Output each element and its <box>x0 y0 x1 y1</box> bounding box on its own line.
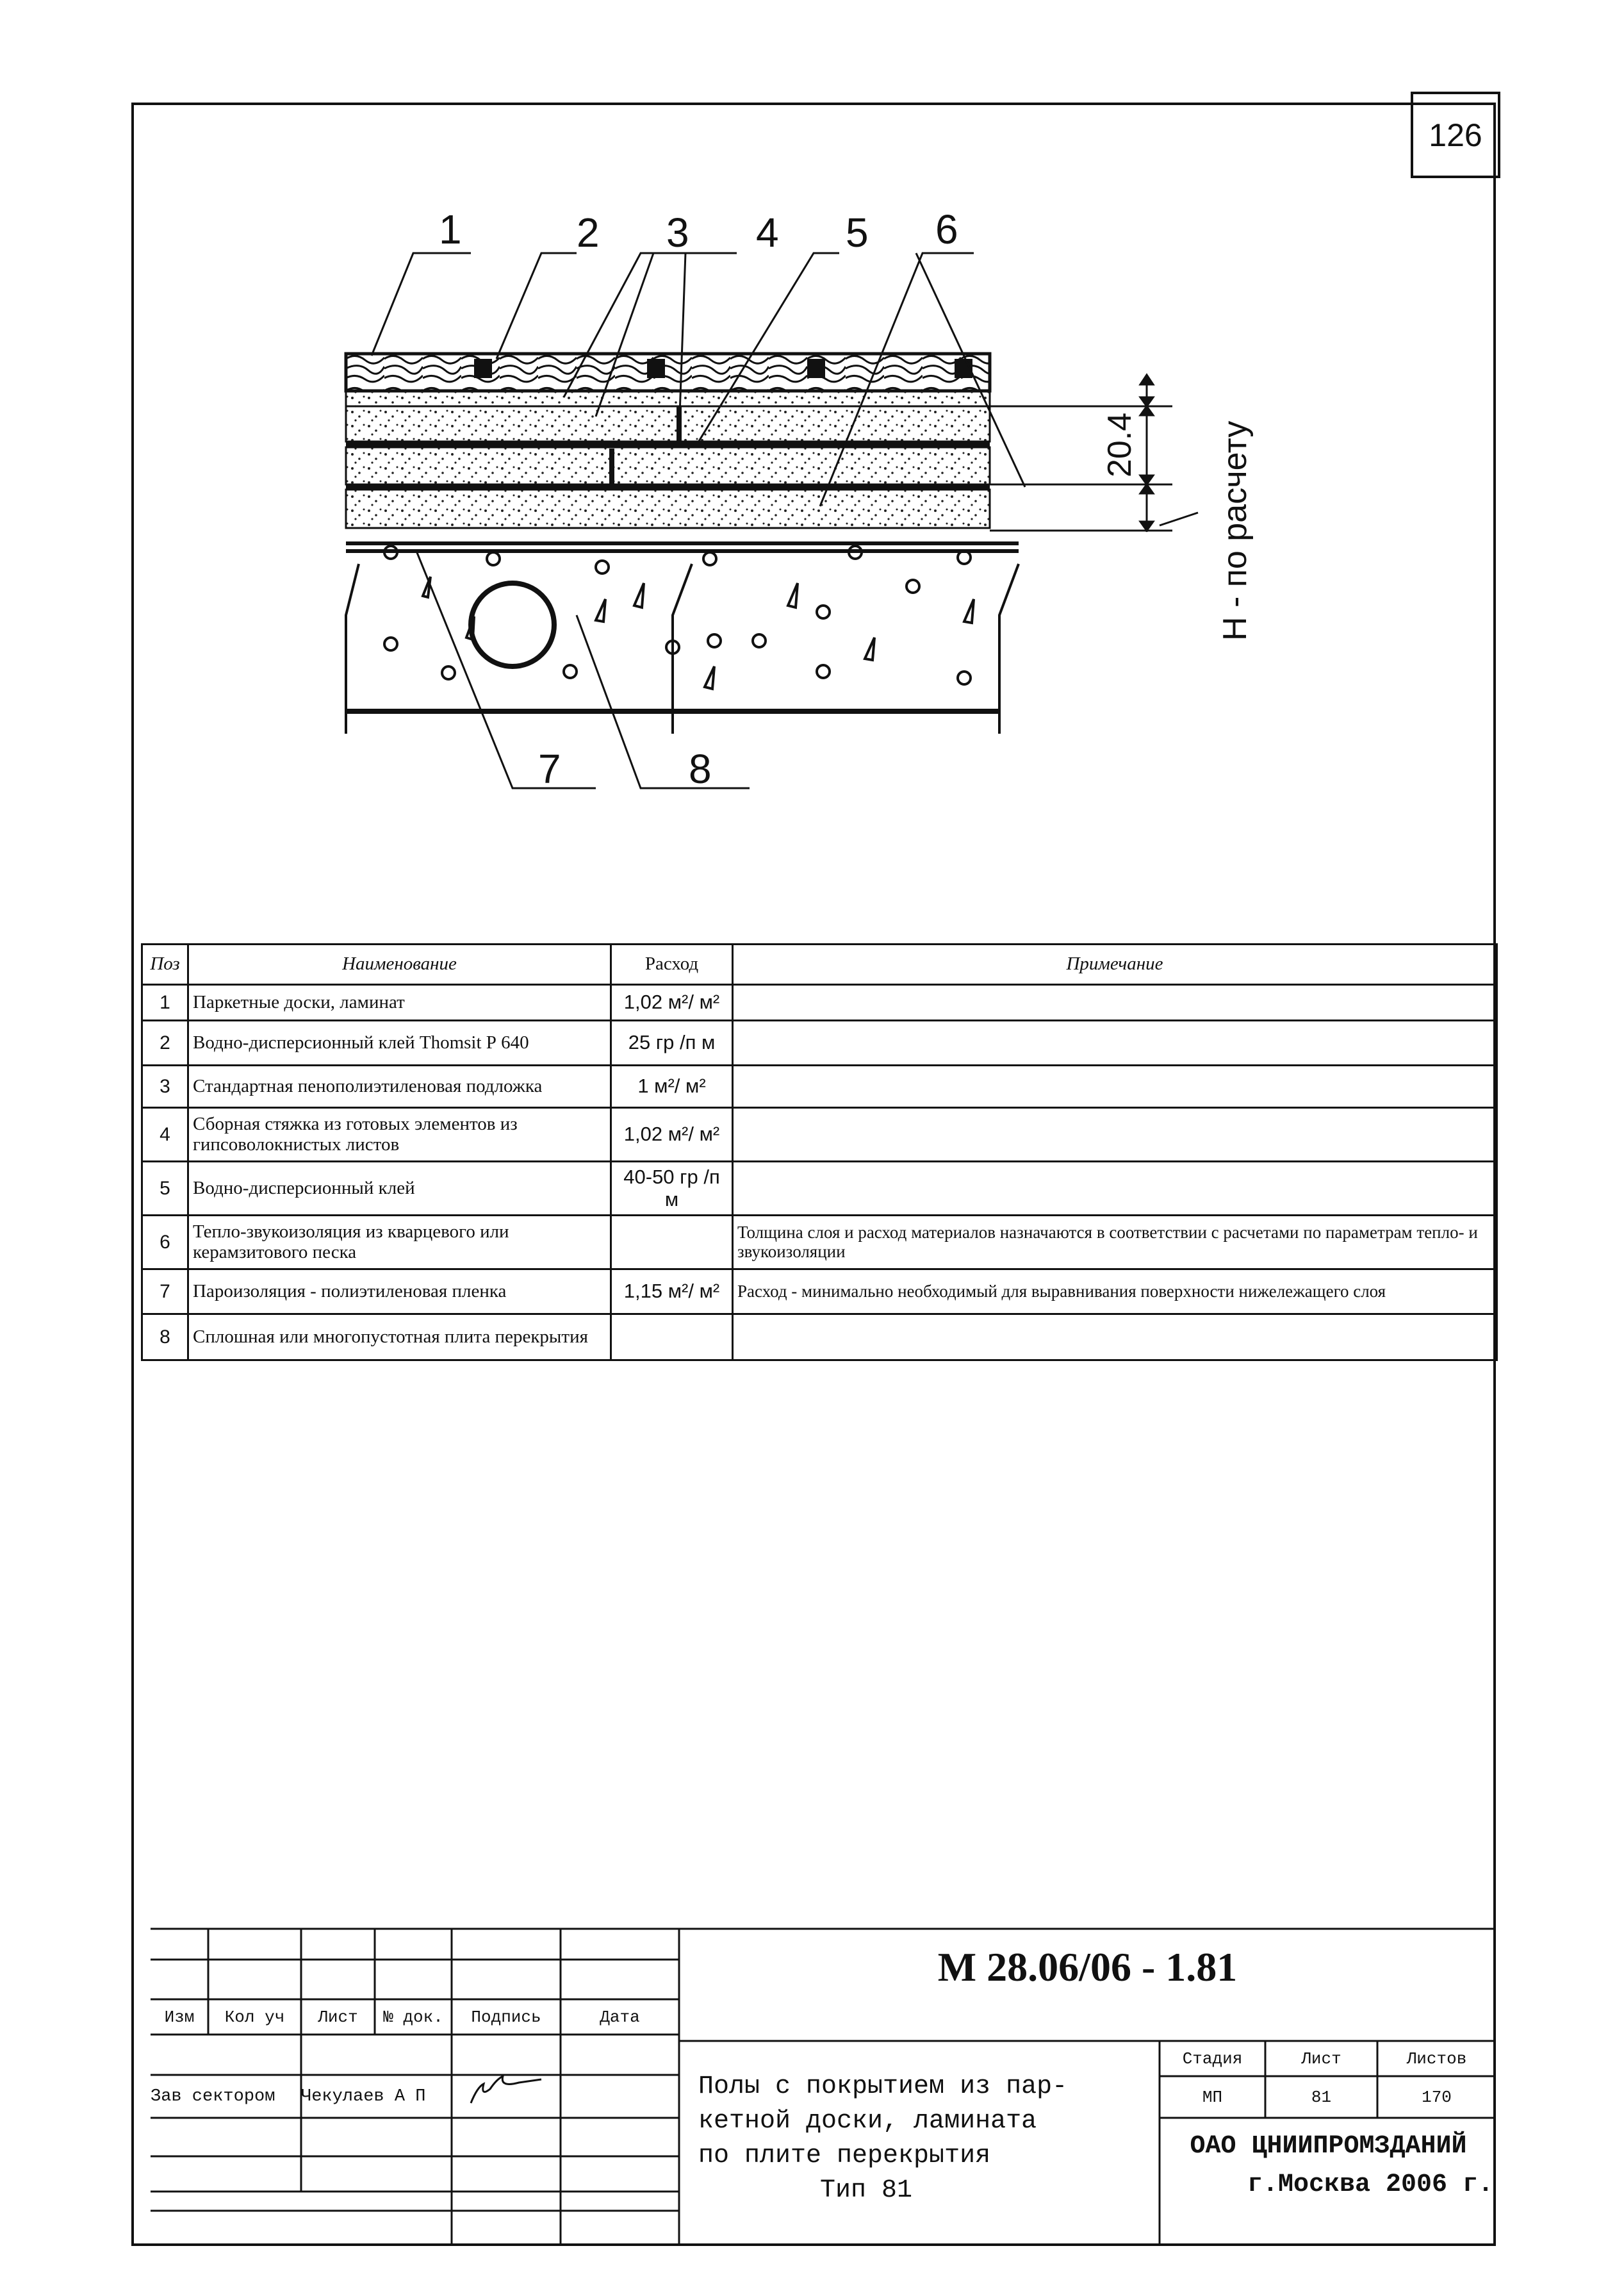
row-name: Тепло-звукоизоляция из кварцевого или керамзитового песка <box>188 1216 611 1269</box>
row-pos: 6 <box>142 1216 188 1269</box>
row-note: Толщина слоя и расход материалов назначаются в соответствии с расчетами по параметрам тепло- и звукоизоляции <box>733 1216 1497 1269</box>
title-line-2: кетной доски, ламината <box>698 2107 1037 2136</box>
row-name: Стандартная пенополиэтиленовая подложка <box>188 1066 611 1108</box>
org-city-year: г.Москва 2006 г. <box>1247 2170 1493 2199</box>
row-name: Пароизоляция - полиэтиленовая пленка <box>188 1269 611 1314</box>
row-pos: 7 <box>142 1269 188 1314</box>
sheets-label: Листов <box>1406 2049 1467 2068</box>
col-date: Дата <box>600 2007 640 2027</box>
row-name: Паркетные доски, ламинат <box>188 985 611 1021</box>
dimension-value: 20.4 <box>1101 412 1138 477</box>
thickness-note: Н - по расчету <box>1217 420 1254 641</box>
col-list: Лист <box>318 2007 358 2027</box>
col-signature: Подпись <box>471 2007 541 2027</box>
signature-mark <box>471 2076 541 2103</box>
sheet-label: Лист <box>1301 2049 1341 2068</box>
row-note: Расход - минимально необходимый для выравнивания поверхности нижележащего слоя <box>733 1269 1497 1314</box>
row-pos: 4 <box>142 1108 188 1162</box>
person-name: Чекулаев А П <box>301 2086 426 2106</box>
row-name: Сборная стяжка из готовых элементов из гипсоволокнистых листов <box>188 1108 611 1162</box>
document-code: М 28.06/06 - 1.81 <box>937 1944 1238 1990</box>
row-name: Сплошная или многопустотная плита перекрытия <box>188 1314 611 1360</box>
row-rate: 25 гр /п м <box>611 1021 733 1066</box>
pos-label-8: 8 <box>689 746 712 792</box>
sheet-value: 81 <box>1311 2087 1332 2107</box>
row-rate: 1,02 м²/ м² <box>611 985 733 1021</box>
row-rate: 1,15 м²/ м² <box>611 1269 733 1314</box>
row-pos: 2 <box>142 1021 188 1066</box>
title-line-3: по плите перекрытия <box>698 2142 991 2170</box>
header-rate: Расход <box>611 945 733 985</box>
row-pos: 1 <box>142 985 188 1021</box>
pos-label-6: 6 <box>935 206 958 252</box>
row-rate: 40-50 гр /п м <box>611 1162 733 1216</box>
row-pos: 3 <box>142 1066 188 1108</box>
page-number: 126 <box>1411 92 1500 178</box>
title-line-4: Тип 81 <box>820 2176 913 2205</box>
col-kol-uch: Кол уч <box>224 2007 285 2027</box>
pos-label-3: 3 <box>666 210 689 256</box>
pos-label-1: 1 <box>439 206 462 252</box>
stage-label: Стадия <box>1182 2049 1243 2068</box>
col-izm: Изм <box>164 2007 195 2027</box>
row-rate: 1 м²/ м² <box>611 1066 733 1108</box>
organization <box>1161 2127 1496 2204</box>
pos-label-5: 5 <box>846 210 869 256</box>
col-doc-no: № док. <box>383 2007 443 2027</box>
drawing-title <box>698 2070 1160 2208</box>
row-pos: 8 <box>142 1314 188 1360</box>
row-name: Водно-дисперсионный клей <box>188 1162 611 1216</box>
org-name: ОАО ЦНИИПРОМЗДАНИЙ <box>1190 2132 1467 2161</box>
stage-value: МП <box>1202 2087 1223 2107</box>
sheets-value: 170 <box>1422 2087 1452 2107</box>
header-name: Наименование <box>188 945 611 985</box>
row-pos: 5 <box>142 1162 188 1216</box>
pos-label-4: 4 <box>756 210 779 256</box>
title-line-1: Полы с покрытием из пар- <box>698 2072 1068 2101</box>
pos-label-2: 2 <box>577 210 600 256</box>
row-name: Водно-дисперсионный клей Thomsit Р 640 <box>188 1021 611 1066</box>
header-note: Примечание <box>733 945 1497 985</box>
row-rate: 1,02 м²/ м² <box>611 1108 733 1162</box>
pos-label-7: 7 <box>538 746 561 792</box>
role-label: Зав сектором <box>151 2086 275 2106</box>
header-pos: Поз <box>142 945 188 985</box>
